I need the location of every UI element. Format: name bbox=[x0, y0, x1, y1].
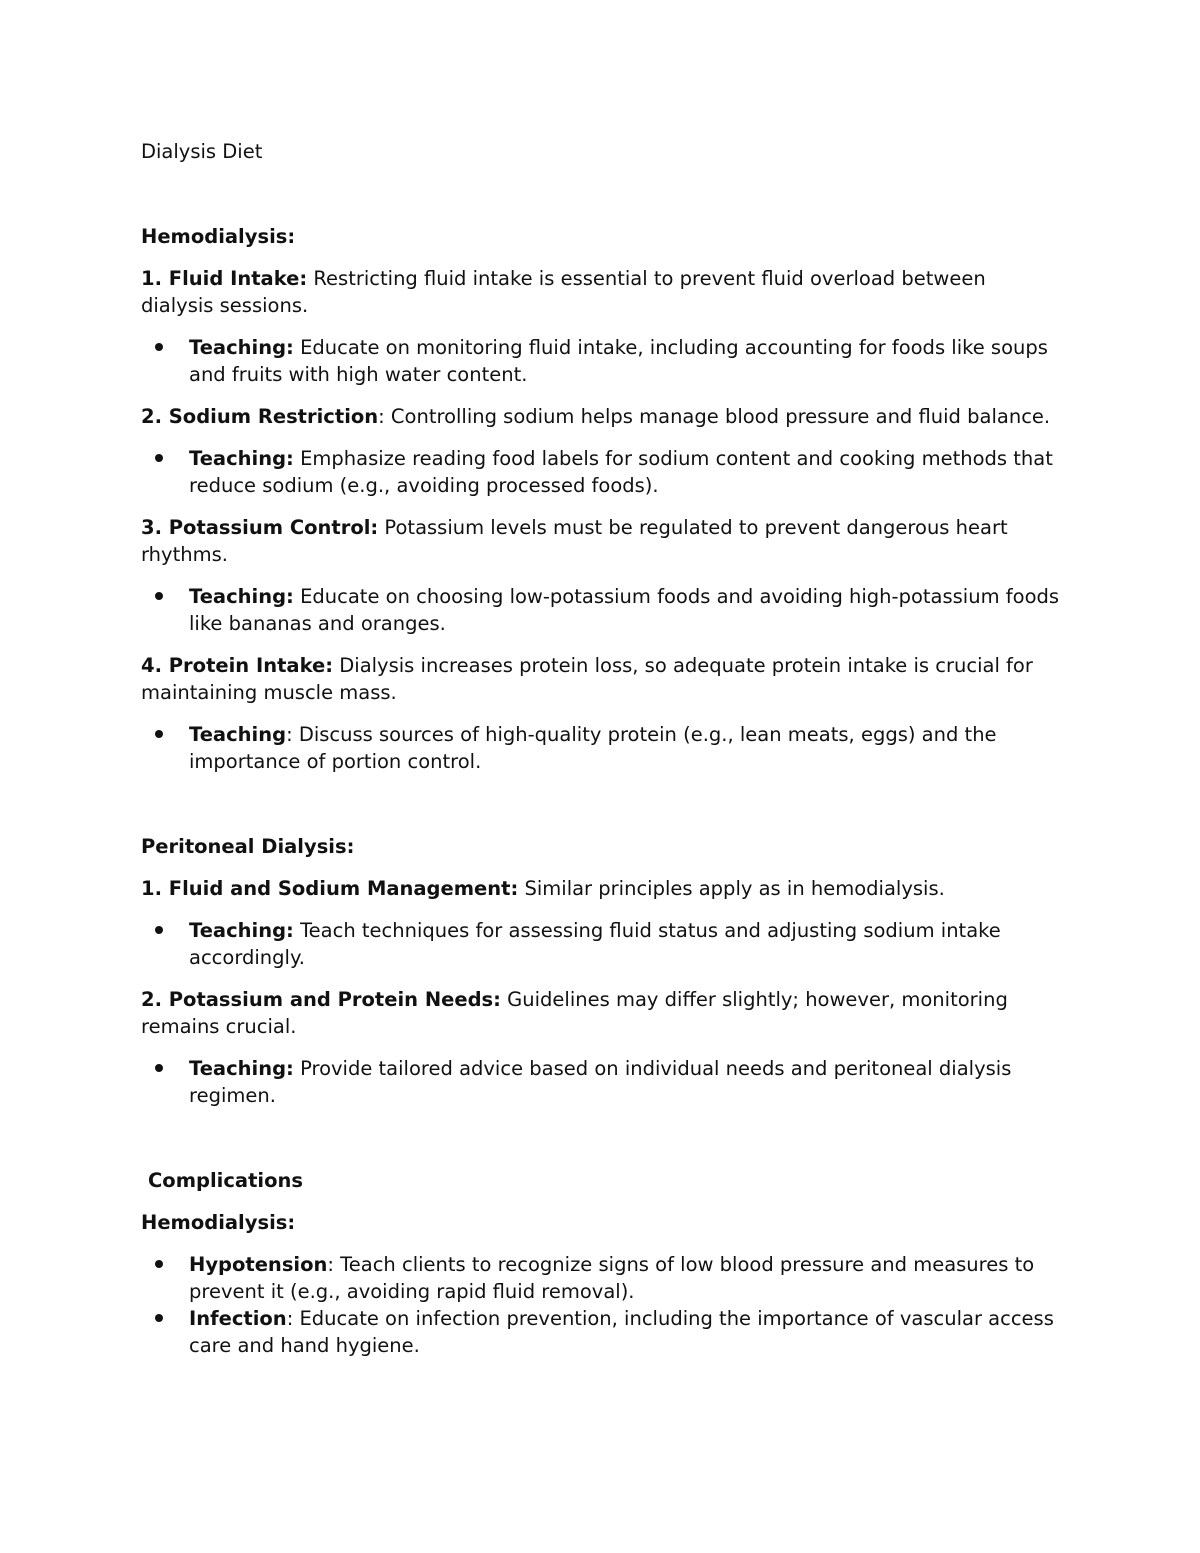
teaching-bullet bbox=[141, 1055, 1061, 1109]
peritoneal-teaching-list bbox=[141, 1055, 1061, 1109]
section-spacer bbox=[141, 790, 1061, 833]
peritoneal-item-potassium-protein bbox=[141, 986, 1061, 1040]
teaching-label: Teaching bbox=[189, 723, 287, 746]
teaching-label: Teaching: bbox=[189, 336, 294, 359]
peritoneal-item-label: 2. Potassium and Protein Needs: bbox=[141, 988, 501, 1011]
peritoneal-item-text: Guidelines may differ slightly; however, monitoring remains crucial. bbox=[141, 988, 1008, 1038]
hemo-teaching-list bbox=[141, 334, 1061, 388]
hemo-item-sodium-restriction bbox=[141, 403, 1061, 430]
complications-heading: Complications bbox=[148, 1169, 303, 1192]
hemo-item-label: 1. Fluid Intake: bbox=[141, 267, 308, 290]
complication-text: : Teach clients to recognize signs of low blood pressure and measures to prevent it (e.g., avoiding rapid fluid removal). bbox=[189, 1253, 1035, 1303]
document-page bbox=[141, 138, 1061, 1374]
bullet-dot-icon bbox=[155, 1314, 163, 1322]
hemodialysis-heading: Hemodialysis: bbox=[141, 225, 296, 248]
document-title: Dialysis Diet bbox=[141, 140, 263, 163]
hemo-teaching-list bbox=[141, 445, 1061, 499]
teaching-label: Teaching: bbox=[189, 919, 294, 942]
peritoneal-heading: Peritoneal Dialysis: bbox=[141, 835, 355, 858]
teaching-text: : Discuss sources of high-quality protein (e.g., lean meats, eggs) and the importance of portion control. bbox=[189, 723, 997, 773]
hemo-teaching-list bbox=[141, 721, 1061, 775]
complication-bullet-hypotension bbox=[141, 1251, 1061, 1305]
complications-subheading: Hemodialysis: bbox=[141, 1211, 296, 1234]
teaching-bullet bbox=[141, 583, 1061, 637]
peritoneal-item-text: Similar principles apply as in hemodialysis. bbox=[518, 877, 945, 900]
teaching-text: Provide tailored advice based on individual needs and peritoneal dialysis regimen. bbox=[189, 1057, 1012, 1107]
teaching-label: Teaching: bbox=[189, 1057, 294, 1080]
complication-label: Infection bbox=[189, 1307, 287, 1330]
hemo-item-potassium-control bbox=[141, 514, 1061, 568]
teaching-bullet bbox=[141, 445, 1061, 499]
teaching-text: Educate on choosing low-potassium foods and avoiding high-potassium foods like bananas and oranges. bbox=[189, 585, 1060, 635]
hemo-item-label: 2. Sodium Restriction bbox=[141, 405, 379, 428]
complication-bullet-infection bbox=[141, 1305, 1061, 1359]
hemo-item-label: 4. Protein Intake: bbox=[141, 654, 334, 677]
bullet-dot-icon bbox=[155, 926, 163, 934]
complications-list bbox=[141, 1251, 1061, 1359]
complication-text: : Educate on infection prevention, including the importance of vascular access care and hand hygiene. bbox=[189, 1307, 1054, 1357]
teaching-bullet bbox=[141, 917, 1061, 971]
bullet-dot-icon bbox=[155, 454, 163, 462]
teaching-text: Teach techniques for assessing fluid status and adjusting sodium intake accordingly. bbox=[189, 919, 1001, 969]
peritoneal-teaching-list bbox=[141, 917, 1061, 971]
teaching-label: Teaching: bbox=[189, 447, 294, 470]
hemo-item-text: Dialysis increases protein loss, so adequate protein intake is crucial for maintaining muscle mass. bbox=[141, 654, 1033, 704]
complication-label: Hypotension bbox=[189, 1253, 328, 1276]
bullet-dot-icon bbox=[155, 343, 163, 351]
peritoneal-item-label: 1. Fluid and Sodium Management: bbox=[141, 877, 519, 900]
hemo-item-text: : Controlling sodium helps manage blood pressure and fluid balance. bbox=[378, 405, 1051, 428]
bullet-dot-icon bbox=[155, 730, 163, 738]
bullet-dot-icon bbox=[155, 592, 163, 600]
hemo-item-label: 3. Potassium Control: bbox=[141, 516, 379, 539]
teaching-bullet bbox=[141, 334, 1061, 388]
teaching-label: Teaching: bbox=[189, 585, 294, 608]
bullet-dot-icon bbox=[155, 1064, 163, 1072]
hemo-teaching-list bbox=[141, 583, 1061, 637]
section-spacer bbox=[141, 1124, 1061, 1167]
hemo-item-text: Potassium levels must be regulated to prevent dangerous heart rhythms. bbox=[141, 516, 1008, 566]
peritoneal-item-fluid-sodium bbox=[141, 875, 1061, 902]
teaching-bullet bbox=[141, 721, 1061, 775]
teaching-text: Educate on monitoring fluid intake, including accounting for foods like soups and fruits with high water content. bbox=[189, 336, 1048, 386]
teaching-text: Emphasize reading food labels for sodium content and cooking methods that reduce sodium (e.g., avoiding processed foods). bbox=[189, 447, 1053, 497]
hemo-item-protein-intake bbox=[141, 652, 1061, 706]
bullet-dot-icon bbox=[155, 1260, 163, 1268]
hemo-item-text: Restricting fluid intake is essential to prevent fluid overload between dialysis sessions. bbox=[141, 267, 986, 317]
hemo-item-fluid-intake bbox=[141, 265, 1061, 319]
